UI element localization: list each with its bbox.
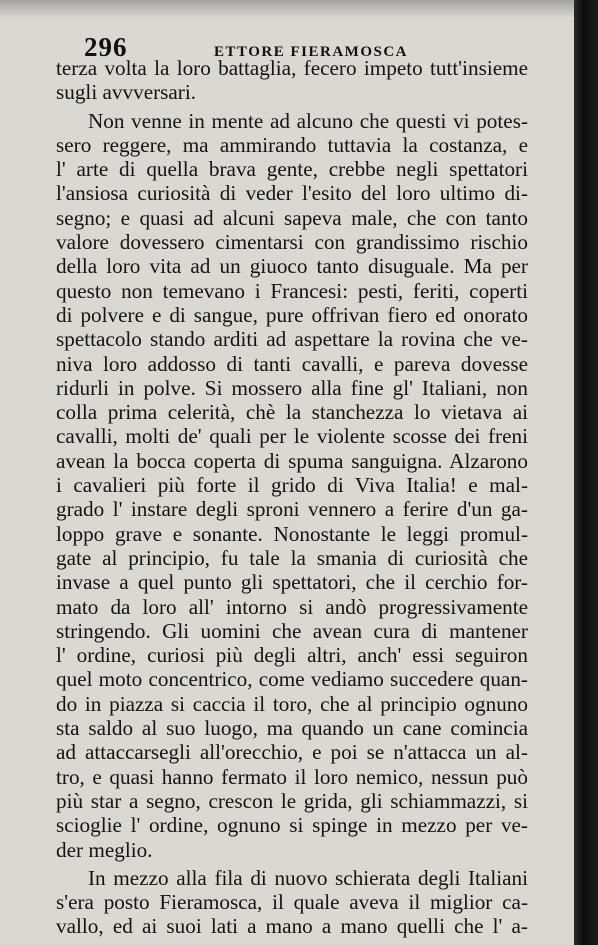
- text-line: scioglie l' ordine, ognuno si spinge in mezzo per ve-: [56, 813, 528, 838]
- text-line: più star a segno, crescon le grida, gli schiammazzi, si: [56, 788, 528, 813]
- text-line: loppo grave e sonante. Nonostante le leggi promul-: [56, 521, 528, 546]
- text-line: stringendo. Gli uomini che avean cura di mantener: [56, 618, 528, 643]
- text-line: ad attaccarsegli all'orecchio, e poi se n'attacca un al-: [56, 740, 528, 765]
- page-number: 296: [84, 32, 128, 62]
- text-line: vallo, ed ai suoi lati a mano a mano quelli che l' a-: [56, 914, 528, 939]
- running-title: ETTORE FIERAMOSCA: [214, 44, 409, 60]
- text-line: gate al principio, fu tale la smania di curiosità che: [56, 545, 528, 570]
- text-line: questo non temevano i Francesi: pesti, feriti, coperti: [56, 278, 528, 303]
- text-line: In mezzo alla fila di nuovo schierata degli Italiani: [88, 865, 528, 890]
- text-line: grado l' instare degli sproni vennero a ferire d'un ga-: [56, 497, 528, 522]
- text-line: segno; e quasi ad alcuni sapeva male, che con tanto: [56, 205, 528, 230]
- text-line: sugli avvversari.: [56, 80, 197, 105]
- text-line: mato da loro all' intorno si andò progressivamente: [56, 594, 528, 619]
- text-line: della loro vita ad un giuoco tanto disuguale. Ma per: [56, 254, 528, 279]
- text-line: l' arte di quella brava gente, crebbe negli spettatori: [56, 157, 528, 182]
- text-line: Non venne in mente ad alcuno che questi vi potes-: [88, 108, 528, 133]
- text-line: spettacolo stando arditi ad aspettare la rovina che ve-: [56, 327, 528, 352]
- text-line: niva loro addosso di tanti cavalli, e pareva dovesse: [56, 351, 528, 376]
- text-line: s'era posto Fieramosca, il quale aveva il miglior ca-: [56, 890, 528, 915]
- text-line: cavalli, molti de' quali per le violente scosse dei freni: [56, 424, 528, 449]
- body-text: [56, 56, 528, 939]
- text-line: sero reggere, ma ammirando tuttavia la costanza, e: [56, 132, 528, 157]
- text-line: tro, e quasi hanno fermato il loro nemico, nessun può: [56, 764, 528, 789]
- text-line: quel moto concentrico, come vediamo succedere quan-: [56, 667, 528, 692]
- text-line: do in piazza si caccia il toro, che al principio ognuno: [56, 691, 528, 716]
- text-line: di polvere e di sangue, pure offrivan fiero ed onorato: [56, 302, 528, 327]
- text-line: terza volta la loro battaglia, fecero impeto tutt'insieme: [56, 56, 528, 80]
- text-line: l' ordine, curiosi più degli altri, anch' essi seguiron: [56, 643, 528, 668]
- book-gutter: [574, 0, 598, 945]
- text-line: valore dovessero cimentarsi con grandissimo rischio: [56, 230, 528, 255]
- text-line: l'ansiosa curiosità di veder l'esito del loro ultimo di-: [56, 181, 528, 206]
- text-line: avean la bocca coperta di spuma sanguigna. Alzarono: [56, 448, 528, 473]
- text-line: i cavalieri più forte il grido di Viva Italia! e mal-: [56, 473, 528, 498]
- text-line: der meglio.: [56, 837, 153, 862]
- text-line: ridurli in polve. Si mossero alla fine gl' Italiani, non: [56, 375, 528, 400]
- text-line: sta saldo al suo luogo, ma quando un cane comincia: [56, 716, 528, 741]
- text-line: invase a quel punto gli spettatori, che il cerchio for-: [56, 570, 528, 595]
- text-line: colla prima celerità, chè la stanchezza lo vietava ai: [56, 400, 528, 425]
- page-shadow: [0, 0, 575, 18]
